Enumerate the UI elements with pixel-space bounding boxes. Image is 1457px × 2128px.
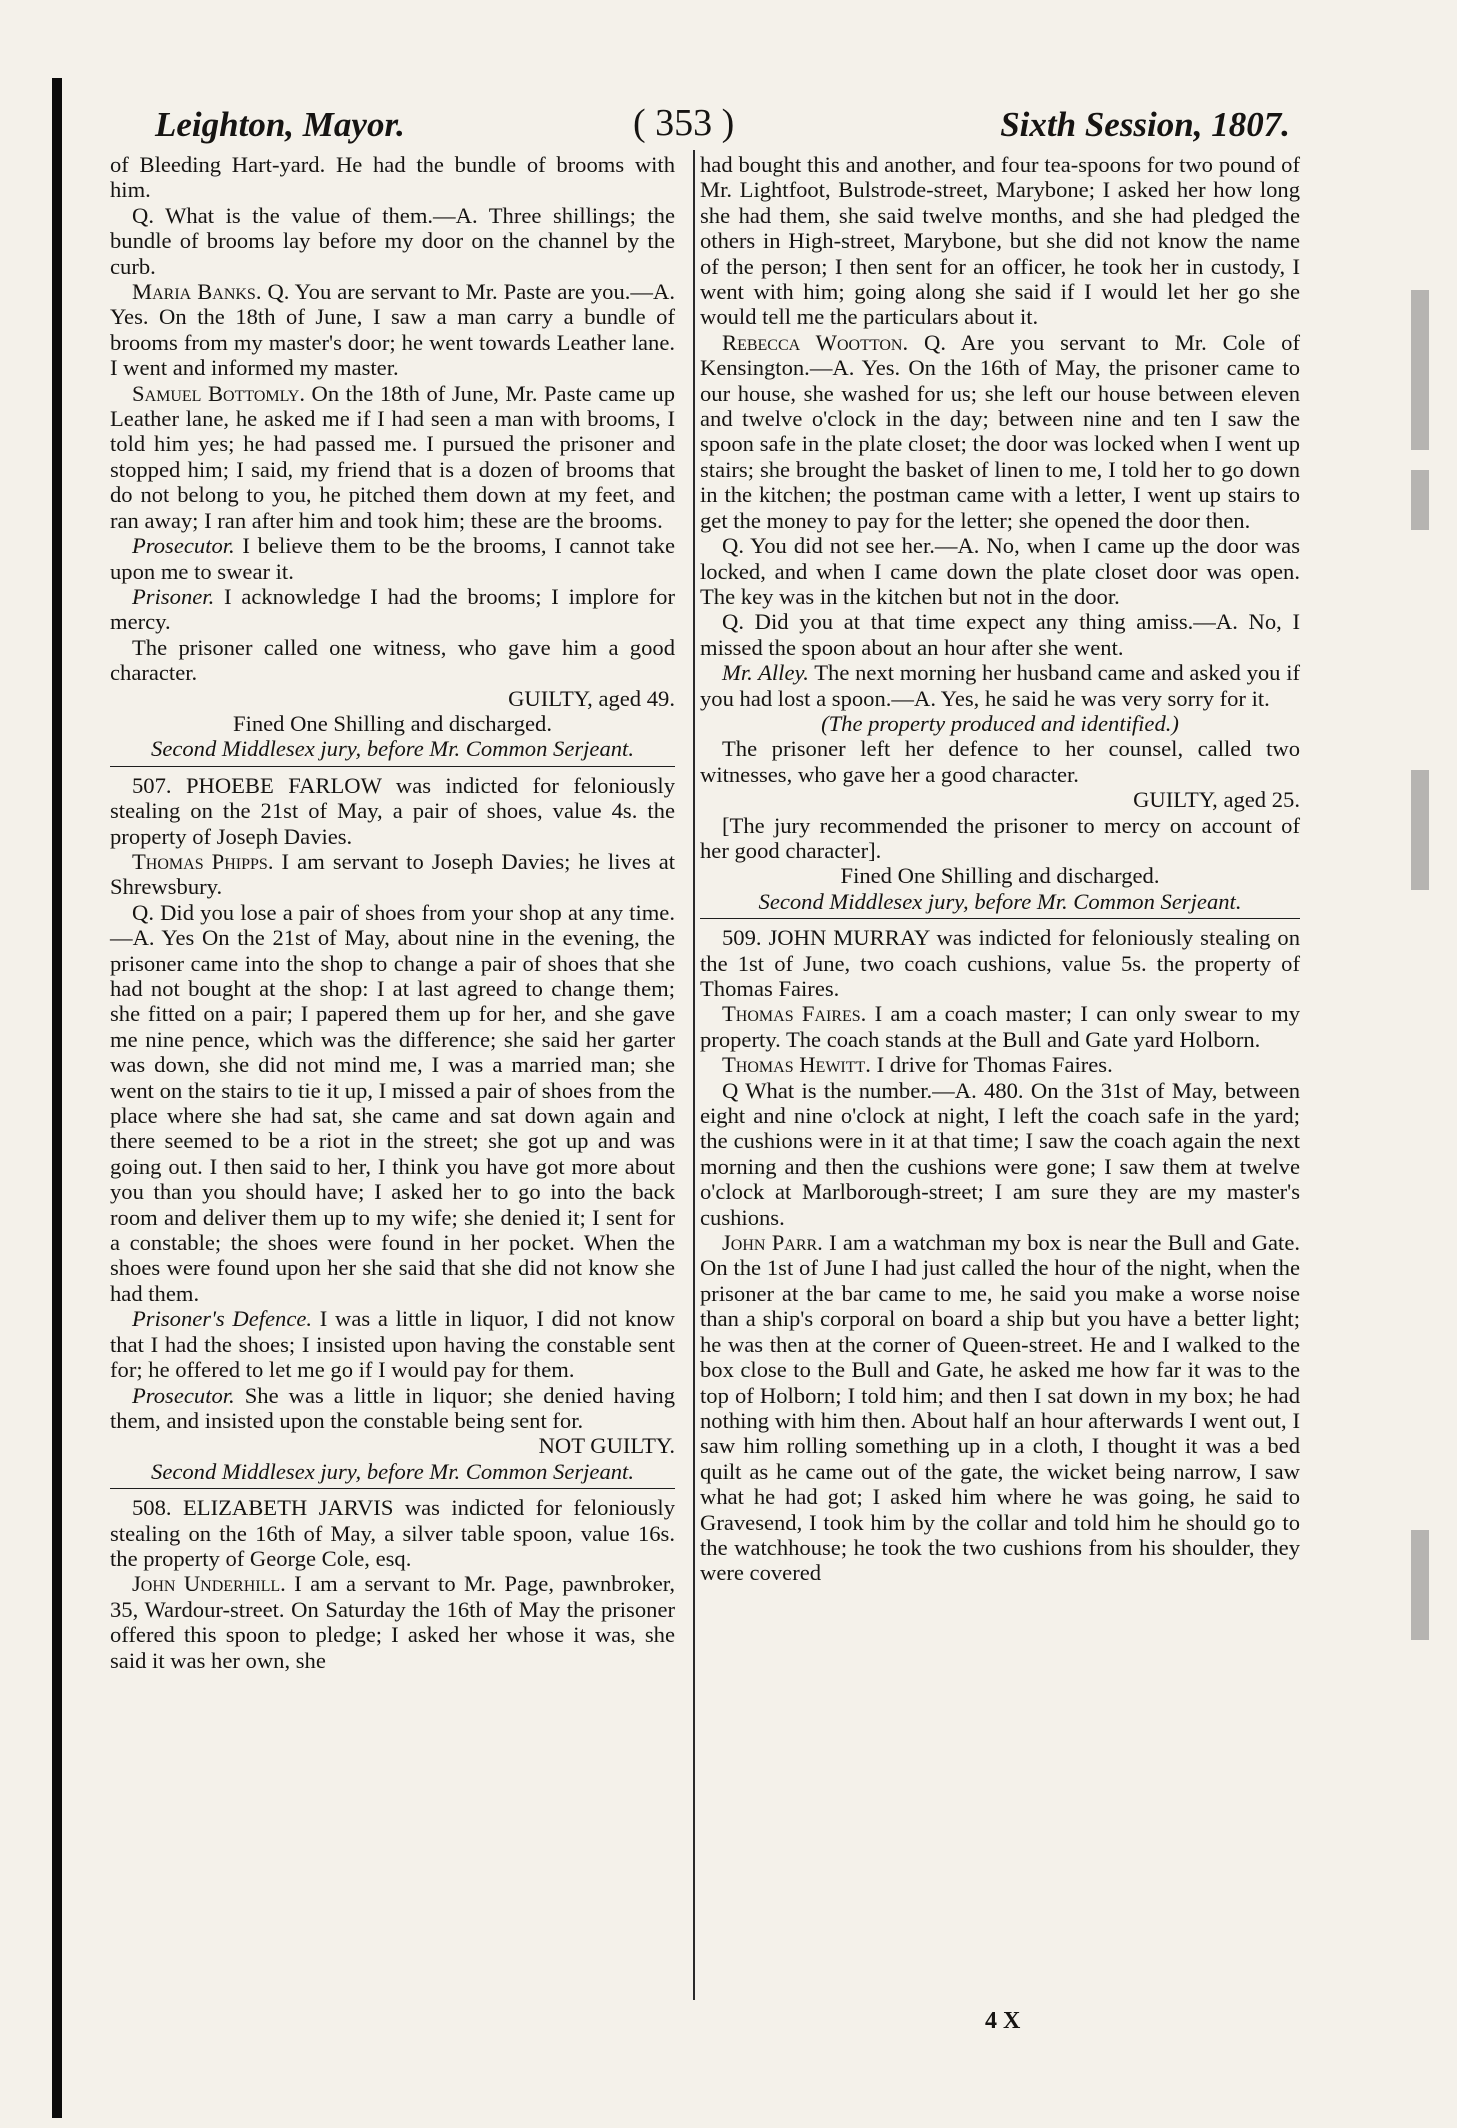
indictment: 507. PHOEBE FARLOW was indicted for feloniously stealing on the 21st of May, a pair of shoes, value 4s. the property of Joseph Davies. [110, 772, 675, 849]
page-header [155, 102, 1290, 155]
binding-edge [52, 78, 62, 2118]
sentence-line: Fined One Shilling and discharged. [233, 710, 552, 736]
jury-line: Second Middlesex jury, before Mr. Common Serjeant. [758, 888, 1242, 914]
speaker-name: Thomas Phipps. [132, 848, 274, 874]
margin-bleed [1411, 1530, 1429, 1640]
margin-bleed [1411, 290, 1429, 450]
testimony: Thomas Faires. I am a coach master; I can only swear to my property. The coach stands at the Bull and Gate yard Holborn. [700, 1001, 1300, 1052]
page-number: ( 353 ) [633, 102, 735, 144]
sentence-line: (The property produced and identified.) [821, 710, 1179, 736]
verdict: GUILTY, aged 49. [508, 685, 675, 711]
defendant-name: ELIZABETH JARVIS [182, 1495, 394, 1521]
testimony: Prisoner's Defence. I was a little in liquor, I did not know that I had the shoes; I insisted upon having the constable sent for; he offered to let me go if I would pay for them. [110, 1306, 675, 1383]
paragraph: The prisoner called one witness, who gave him a good character. [110, 634, 675, 686]
paragraph: of Bleeding Hart-yard. He had the bundle of brooms with him. [110, 152, 675, 203]
testimony: Samuel Bottomly. On the 18th of June, Mr. Paste came up Leather lane, he asked me if I had seen a man with brooms, I told him yes; he had passed me. I pursued the prisoner and stopped him; I said, my friend that is a dozen of brooms that do not belong to you, he pitched them down at my feet, and ran away; I ran after him and took him; these are the brooms. [110, 380, 675, 533]
paragraph: [The jury recommended the prisoner to mercy on account of her good character]. [700, 812, 1300, 863]
speaker-name: Prisoner. [132, 583, 215, 609]
header-left: Leighton, Mayor. [155, 105, 405, 144]
speaker-name: Prosecutor. [132, 1382, 235, 1408]
paragraph: Q. You did not see her.—A. No, when I came up the door was locked, and when I came down the plate closet door was open. The key was in the kitchen but not in the door. [700, 533, 1300, 609]
testimony: Thomas Phipps. I am servant to Joseph Davies; he lives at Shrewsbury. [110, 848, 675, 900]
margin-bleed [1411, 470, 1429, 530]
testimony: John Parr. I am a watchman my box is near the Bull and Gate. On the 1st of June I had just called the hour of the night, when the prisoner at the bar came to me, he said you make a worse noise than a ship's corporal on board a ship but you have a better light; he was then at the corner of Queen-street. He and I walked to the box close to the Bull and Gate, he asked me how far it was to the top of Holborn; I told him; and then I sat down in my box; he had nothing with him then. About half an hour afterwards I went out, I saw him rolling something up in a cloth, I thought it was a bed quilt as he came out of the gate, the wicket being narrow, I saw what he had got; I asked him where he was going, he said to Gravesend, I took him by the collar and told him he should go to the watchhouse; he took the two cushions from his shoulder, they were covered [700, 1230, 1301, 1586]
case-number: 508. [132, 1495, 172, 1521]
testimony: Maria Banks. Q. You are servant to Mr. Paste are you.—A. Yes. On the 18th of June, I saw a man carry a bundle of brooms from my master's door; he went towards Leather lane. I went and informed my master. [110, 279, 675, 381]
paragraph: Q. Did you lose a pair of shoes from your shop at any time.—A. Yes On the 21st of May, about nine in the evening, the prisoner came into the shop to change a pair of shoes that she had not bought at the shop: I at last agreed to change them; she fitted on a pair; I papered them up for her, and she gave me nine pence, which was the difference; she said her garter was down, she did not mind me, I was a married man; she went on the stairs to tie it up, I missed a pair of shoes from the place where she had sat, she came and sat down again and there seemed to be a riot in the street; she got up and was going out. I then said to her, I think you have got more about you than you should have; I asked her to go into the back room and deliver them up to my wife; she denied it; I sent for a constable; the shoes were found in her pocket. When the shoes were found upon her she said that she did not know she had them. [110, 899, 675, 1306]
testimony: Prosecutor. She was a little in liquor; she denied having them, and insisted upon the constable being sent for. [110, 1382, 675, 1433]
section-rule [110, 1488, 675, 1489]
section-rule [110, 766, 675, 767]
speaker-name: John Parr. [722, 1230, 823, 1256]
speaker-name: Mr. Alley. [722, 660, 809, 686]
testimony: Prisoner. I acknowledge I had the brooms; I implore for mercy. [110, 583, 675, 635]
testimony: Thomas Hewitt. I drive for Thomas Faires. [722, 1052, 1113, 1078]
speaker-name: Samuel Bottomly. [132, 380, 306, 406]
speaker-name: Thomas Faires. [722, 1001, 867, 1027]
indictment: 509. JOHN MURRAY was indicted for feloniously stealing on the 1st of June, two coach cushions, value 5s. the property of Thomas Faires. [700, 925, 1301, 1001]
left-column [110, 152, 675, 1673]
case-number: 509. [722, 925, 762, 951]
section-rule [700, 918, 1300, 919]
case-number: 507. [132, 772, 172, 798]
signature-mark: 4 X [985, 2008, 1021, 2034]
speaker-name: John Underhill. [132, 1571, 286, 1597]
testimony: Prosecutor. I believe them to be the brooms, I cannot take upon me to swear it. [110, 533, 675, 584]
paragraph: The prisoner left her defence to her counsel, called two witnesses, who gave her a good character. [700, 736, 1300, 787]
speaker-name: Thomas Hewitt. [722, 1052, 871, 1078]
column-divider [693, 150, 695, 2000]
paragraph: Q. What is the value of them.—A. Three shillings; the bundle of brooms lay before my door on the channel by the curb. [110, 202, 675, 279]
testimony: Rebecca Wootton. Q. Are you servant to Mr. Cole of Kensington.—A. Yes. On the 16th of May, the prisoner came to our house, she washed for us; she left our house between eleven and twelve o'clock in the day; between nine and ten I saw the spoon safe in the plate closet; the door was locked when I went up stairs; she brought the basket of linen to me, I told her to go down in the kitchen; the postman came with a letter, I went up stairs to get the money to pay for the letter; she opened the door then. [700, 329, 1300, 533]
testimony: Mr. Alley. The next morning her husband came and asked you if you had lost a spoon.—A. Yes, he said he was very sorry for it. [700, 660, 1301, 711]
indictment: 508. ELIZABETH JARVIS was indicted for feloniously stealing on the 16th of May, a silver table spoon, value 16s. the property of George Cole, esq. [110, 1495, 676, 1571]
verdict: NOT GUILTY. [538, 1433, 675, 1459]
paragraph: Q What is the number.—A. 480. On the 31st of May, between eight and nine o'clock at night, I left the coach safe in the yard; the cushions were in it at that time; I saw the coach again the next morning and then the cushions were gone; I saw them at twelve o'clock at Marlborough-street; I am sure they are my master's cushions. [700, 1077, 1300, 1230]
verdict: GUILTY, aged 25. [1133, 787, 1300, 813]
speaker-name: Prosecutor. [132, 533, 235, 559]
jury-line: Second Middlesex jury, before Mr. Common Serjeant. [151, 736, 634, 762]
sentence-line: Fined One Shilling and discharged. [840, 863, 1160, 889]
testimony: John Underhill. I am a servant to Mr. Page, pawnbroker, 35, Wardour-street. On Saturday the 16th of May the prisoner offered this spoon to pledge; I asked her whose it was, she said it was her own, she [110, 1571, 676, 1673]
speaker-name: Maria Banks. [132, 279, 262, 305]
paragraph: Q. Did you at that time expect any thing amiss.—A. No, I missed the spoon about an hour after she went. [700, 609, 1300, 660]
defendant-name: PHOEBE FARLOW [185, 772, 382, 798]
defendant-name: JOHN MURRAY [768, 925, 930, 951]
header-right: Sixth Session, 1807. [1000, 105, 1290, 144]
margin-bleed [1411, 770, 1429, 890]
right-column [700, 152, 1300, 1586]
paragraph: had bought this and another, and four tea-spoons for two pound of Mr. Lightfoot, Bulstrode-street, Marybone; I asked her how long she had them, she said twelve months, and she had pledged the others in High-street, Marybone, but she did not know the name of the person; I then sent for an officer, he took her in custody, I went with him; going along she said if I would let her go she would tell me the particulars about it. [700, 152, 1300, 330]
speaker-name: Prisoner's Defence. [132, 1306, 313, 1332]
jury-line: Second Middlesex jury, before Mr. Common Serjeant. [151, 1458, 634, 1484]
speaker-name: Rebecca Wootton. [722, 329, 909, 355]
